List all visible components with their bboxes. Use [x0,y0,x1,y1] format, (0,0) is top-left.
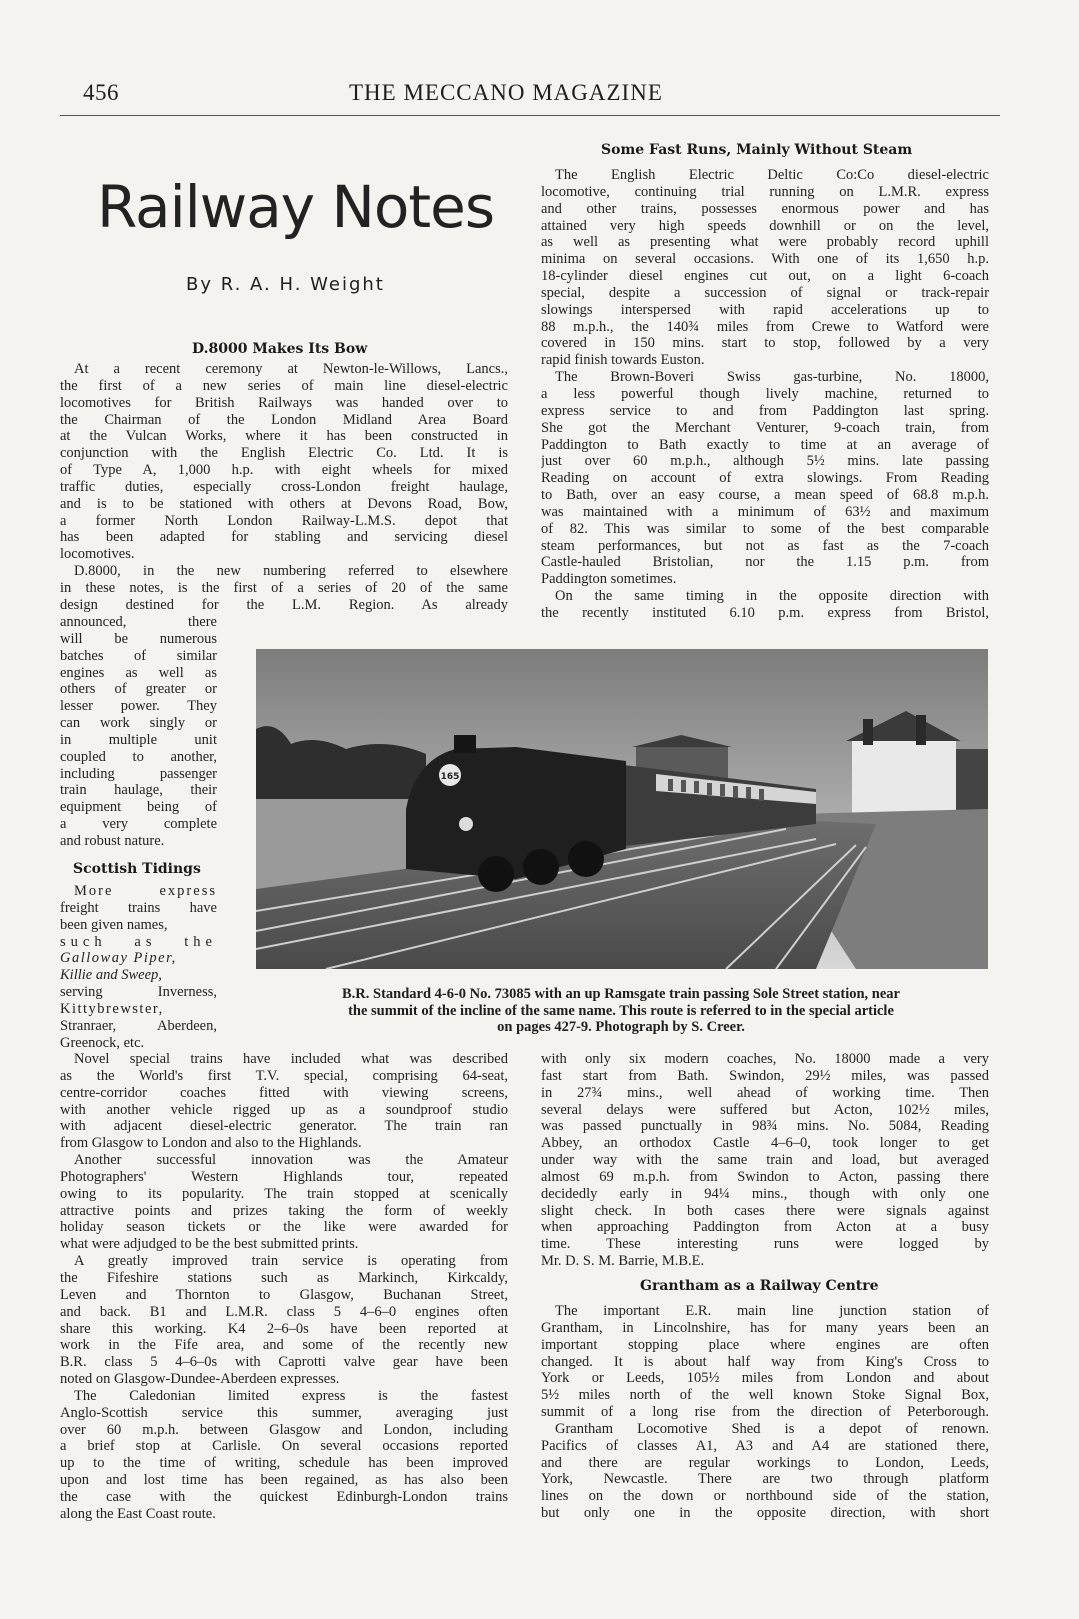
fast-runs-continued [541,1051,989,1270]
text-line: what were adjudged to be the best submitted prints. [60,1236,359,1253]
text-line: Reading on account of extra slowings. From Reading [541,470,989,487]
text-line: locomotives for British Railways was handed over to [60,394,508,411]
caption-line: on pages 427-9. Photograph by S. Creer. [497,1019,745,1035]
text-line: On the same timing in the opposite direction with [555,588,989,605]
text-line: covered in 150 mins. start to stop, followed by a very [541,335,989,352]
text-line: Novel special trains have included what was described [74,1051,508,1067]
heading-scottish-tidings: Scottish Tidings [73,861,201,877]
grantham-body [541,1303,989,1522]
text-line: coupled to another, [60,748,217,765]
text-line: at the Vulcan Works, where it has been constructed in [60,428,508,445]
text-line: Killie and Sweep, [60,967,162,984]
text-line: with adjacent diesel-electric generator. The train ran [60,1118,508,1135]
text-line: steam performances, but not as fast as the 7-coach [541,537,989,554]
caption-line: the summit of the incline of the same name. This route is referred to in the special article [348,1002,894,1019]
header-rule [60,115,1000,116]
text-line: owing to its popularity. The train stopped at scenically [60,1185,508,1202]
text-line: York, Newcastle. There are two through platform [541,1471,989,1488]
text-line: attractive points and prizes taking the form of weekly [60,1202,508,1219]
text-line: Stranraer, Aberdeen, [60,1017,217,1034]
byline: By R. A. H. Weight [186,274,385,295]
text-line: More express [74,883,217,899]
caption-line: B.R. Standard 4-6-0 No. 73085 with an up Ramsgate train passing Sole Street station, near [341,986,900,1002]
text-line: and is to be stationed with others at Devons Road, Bow, [60,495,508,512]
text-line: A greatly improved train service is operating from [74,1253,508,1270]
text-line: train haulage, their [60,782,217,799]
text-line: a very complete [60,816,217,833]
d8000-body [60,361,508,614]
text-line: D.8000, in the new numbering referred to elsewhere [74,563,508,580]
text-line: but only one in the opposite direction, with short [541,1505,989,1522]
text-line: engines as well as [60,664,217,681]
text-line: slowings interspersed with rapid accelerations up to [541,301,989,318]
text-line: Galloway Piper, [60,950,177,967]
text-line: holiday season tickets or the like were awarded for [60,1219,508,1236]
text-line: 5½ miles north of the well known Stoke Signal Box, [541,1387,989,1404]
text-line: will be numerous [60,630,217,647]
text-line: the case with the quickest Edinburgh-London trains [60,1488,508,1505]
text-line: Abbey, an orthodox Castle 4–6–0, took longer to get [541,1135,989,1152]
text-line: including passenger [60,765,217,782]
text-line: as the World's first T.V. special, comprising 64-seat, [60,1067,508,1084]
text-line: of Type A, 1,000 h.p. with eight wheels for mixed [60,462,508,479]
page-number: 456 [83,80,119,105]
text-line: conjunction with the English Electric Co. Ltd. It is [60,445,508,462]
magazine-title: THE MECCANO MAGAZINE [349,80,663,105]
fast-runs-body [541,167,989,622]
text-line: 18-cylinder diesel engines cut out, on a light 6-coach [541,268,989,285]
text-line: in 27¾ mins., well ahead of working time. Then [541,1084,989,1101]
text-line: The important E.R. main line junction station of [555,1303,989,1319]
text-line: design destined for the L.M. Region. As already [60,596,508,613]
text-line: attained very high speeds downhill or on the level, [541,217,989,234]
text-line: a former North London Railway-L.M.S. depot that [60,512,508,529]
text-line: the Chairman of the London Midland Area Board [60,411,508,428]
text-line: work in the Fife area, and some of the recently new [60,1337,508,1354]
article-title: Railway Notes [97,173,495,241]
text-line: locomotives. [60,546,135,563]
text-line: been given names, [60,916,168,933]
text-line: with only six modern coaches, No. 18000 made a very [541,1051,989,1067]
text-line: as well as presenting what were probably record uphill [541,234,989,251]
text-line: The Brown-Boveri Swiss gas-turbine, No. 18000, [555,369,989,386]
text-line: was maintained with a minimum of 63½ and maximum [541,503,989,520]
text-line: up to the time of writing, schedule has been improved [60,1455,508,1472]
text-line: special, despite a succession of signal or track-repair [541,284,989,301]
heading-grantham: Grantham as a Railway Centre [640,1278,879,1294]
text-line: York or Leeds, 105½ miles from London and about [541,1370,989,1387]
text-line: upon and lost time has been regained, as has also been [60,1472,508,1489]
text-line: from Glasgow to London and also to the Highlands. [60,1135,362,1152]
text-line: B.R. class 5 4–6–0s with Caprotti valve gear have been [60,1354,508,1371]
text-line: Another successful innovation was the Amateur [74,1152,508,1169]
text-line: batches of similar [60,647,217,664]
text-line: with another vehicle rigged up as a soundproof studio [60,1101,508,1118]
text-line: Pacifics of classes A1, A3 and A4 are stationed there, [541,1437,989,1454]
text-line: Photographers' Western Highlands tour, repeated [60,1168,508,1185]
text-line: almost 69 m.p.h. from Swindon to Acton, passing there [541,1168,989,1185]
text-line: Kittybrewster, [60,1000,164,1017]
text-line: the recently instituted 6.10 p.m. express from Bristol, [541,604,989,621]
photo-caption [252,986,990,1036]
text-line: lesser power. They [60,698,217,715]
text-line: others of greater or [60,681,217,698]
train-photograph [256,649,988,969]
text-line: locomotive, continuing trial running on L.M.R. express [541,183,989,200]
text-line: has been adapted for stabling and servicing diesel [60,529,508,546]
text-line: At a recent ceremony at Newton-le-Willows, Lancs., [74,361,508,377]
text-line: equipment being of [60,799,217,816]
text-line: a brief stop at Carlisle. On several occasions reported [60,1438,508,1455]
heading-d8000: D.8000 Makes Its Bow [192,341,368,357]
text-line: She got the Merchant Venturer, 9-coach train, from [541,419,989,436]
text-line: decidedly early in 94¼ mins., though with only one [541,1185,989,1202]
text-line: share this working. K4 2–6–0s have been reported at [60,1320,508,1337]
text-line: rapid finish towards Euston. [541,352,705,369]
text-line: 88 m.p.h., the 140¾ miles from Crewe to Watford were [541,318,989,335]
text-line: The English Electric Deltic Co:Co diesel-electric [555,167,989,183]
text-line: was passed punctually in 98¾ mins. No. 5084, Reading [541,1118,989,1135]
text-line: lines on the down or northbound side of the station, [541,1488,989,1505]
text-line: important stopping place where engines are often [541,1336,989,1353]
text-line: Paddington to Bath exactly to time at an average of [541,436,989,453]
text-line: Mr. D. S. M. Barrie, M.B.E. [541,1253,705,1270]
text-line: slight check. In both cases there were signals against [541,1202,989,1219]
text-line: express service to and from Paddington last spring. [541,402,989,419]
text-line: Anglo-Scottish service this summer, averaging just [60,1404,508,1421]
text-line: centre-corridor coaches fitted with viewing screens, [60,1084,508,1101]
text-line: serving Inverness, [60,984,217,1001]
text-line: under way with the same train and load, but averaged [541,1152,989,1169]
text-line: can work singly or [60,715,217,732]
text-line: the Fifeshire stations such as Markinch, Kirkcaldy, [60,1269,508,1286]
text-line: and back. B1 and L.M.R. class 5 4–6–0 engines often [60,1303,508,1320]
headcode-disc: 165 [440,772,460,782]
text-line: Grantham Locomotive Shed is a depot of renown. [555,1420,989,1437]
text-line: traffic duties, especially cross-London freight haulage, [60,478,508,495]
d8000-narrow-body [60,614,217,850]
text-line: along the East Coast route. [60,1505,216,1522]
text-line: several delays were suffered but Acton, 102½ miles, [541,1101,989,1118]
text-line: announced, there [60,614,217,630]
text-line: in these notes, is the first of a series of 20 of the same [60,579,508,596]
text-line: The Caledonian limited express is the fastest [74,1387,508,1404]
text-line: noted on Glasgow-Dundee-Aberdeen expresses. [60,1371,340,1388]
text-line: in multiple unit [60,731,217,748]
text-line: over 60 m.p.h. between Glasgow and London, including [60,1421,508,1438]
text-line: and there are regular workings to London, Leeds, [541,1454,989,1471]
text-line: and robust nature. [60,832,165,849]
text-line: time. These interesting runs were logged by [541,1236,989,1253]
heading-fast-runs: Some Fast Runs, Mainly Without Steam [601,142,913,158]
text-line: Castle-hauled Bristolian, nor the 1.15 p.m. from [541,554,989,571]
text-line: minima on several occasions. With one of its 1,650 h.p. [541,251,989,268]
text-line: summit of a long rise from the direction of Peterborough. [541,1404,989,1421]
text-line: Leven and Thornton to Glasgow, Buchanan Street, [60,1286,508,1303]
text-line: of 82. This was similar to some of the best comparable [541,520,989,537]
text-line: freight trains have [60,899,217,916]
text-line: Paddington sometimes. [541,571,677,588]
text-line: when approaching Paddington from Acton at a busy [541,1219,989,1236]
text-line: changed. It is about half way from King's Cross to [541,1353,989,1370]
text-line: to Bath, over an easy course, a mean speed of 68.8 m.p.h. [541,487,989,504]
text-line: the first of a new series of main line diesel-electric [60,377,508,394]
text-line: a less powerful though lively machine, returned to [541,385,989,402]
scottish-body [60,1051,508,1523]
text-line: Grantham, in Lincolnshire, has for many years been an [541,1319,989,1336]
text-line: just over 60 m.p.h., although 5½ mins. late passing [541,453,989,470]
text-line: Greenock, etc. [60,1034,145,1051]
text-line: fast start from Bath. Swindon, 29½ miles, was passed [541,1067,989,1084]
text-line: such as the [60,933,217,950]
text-line: and other trains, possesses enormous power and has [541,200,989,217]
scottish-narrow-body [60,883,217,1051]
